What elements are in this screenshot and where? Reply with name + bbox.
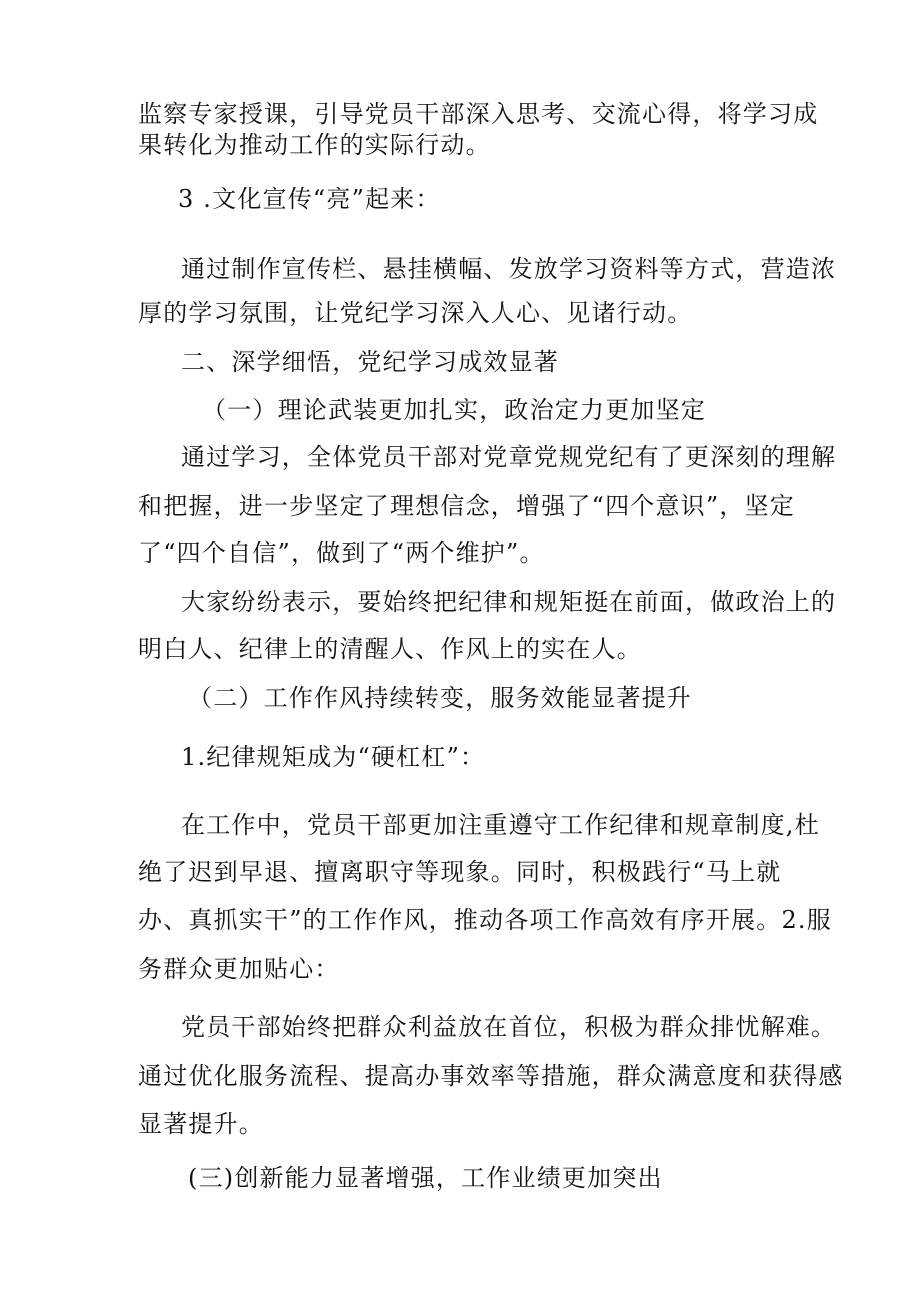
paragraph-line: 绝了迟到早退、擅离职守等现象。同时，积极践行“马上就 bbox=[138, 858, 782, 886]
paragraph-line: 果转化为推动工作的实际行动。 bbox=[138, 131, 491, 159]
paragraph-line: 通过学习，全体党员干部对党章党规党纪有了更深刻的理解 bbox=[181, 443, 837, 471]
paragraph-line: 通过优化服务流程、提高办事效率等措施，群众满意度和获得感 bbox=[138, 1062, 844, 1090]
paragraph-line: 务群众更加贴心： bbox=[138, 955, 340, 983]
subsection-heading: 3 .文化宣传“亮”起来： bbox=[178, 185, 441, 213]
subsection-heading: （一）理论武装更加扎实，政治定力更加坚定 bbox=[202, 396, 706, 424]
subsection-heading: (三)创新能力显著增强，工作业绩更加突出 bbox=[188, 1164, 663, 1192]
paragraph-line: 和把握，进一步坚定了理想信念，增强了“四个意识”，坚定 bbox=[138, 492, 795, 520]
subsection-heading: （二）工作作风持续转变，服务效能显著提升 bbox=[188, 684, 692, 712]
paragraph-line: 大家纷纷表示，要始终把纪律和规矩挺在前面，做政治上的 bbox=[181, 588, 837, 616]
paragraph-line: 通过制作宣传栏、悬挂横幅、发放学习资料等方式，营造浓 bbox=[181, 255, 837, 283]
section-heading: 二、深学细悟，党纪学习成效显著 bbox=[181, 348, 559, 376]
paragraph-line: 办、真抓实干”的工作作风，推动各项工作高效有序开展。2.服 bbox=[138, 906, 832, 934]
paragraph-line: 了“四个自信”，做到了“两个维护”。 bbox=[138, 539, 545, 567]
paragraph-line: 显著提升。 bbox=[138, 1110, 264, 1138]
paragraph-line: 党员干部始终把群众利益放在首位，积极为群众排忧解难。 bbox=[181, 1013, 837, 1041]
subsection-heading: 1.纪律规矩成为“硬杠杠”： bbox=[181, 743, 486, 771]
paragraph-line: 监察专家授课，引导党员干部深入思考、交流心得，将学习成 bbox=[138, 100, 819, 128]
paragraph-line: 明白人、纪律上的清醒人、作风上的实在人。 bbox=[138, 635, 642, 663]
paragraph-line: 厚的学习氛围，让党纪学习深入人心、见诸行动。 bbox=[138, 299, 693, 327]
paragraph-line: 在工作中，党员干部更加注重遵守工作纪律和规章制度,杜 bbox=[181, 811, 820, 839]
